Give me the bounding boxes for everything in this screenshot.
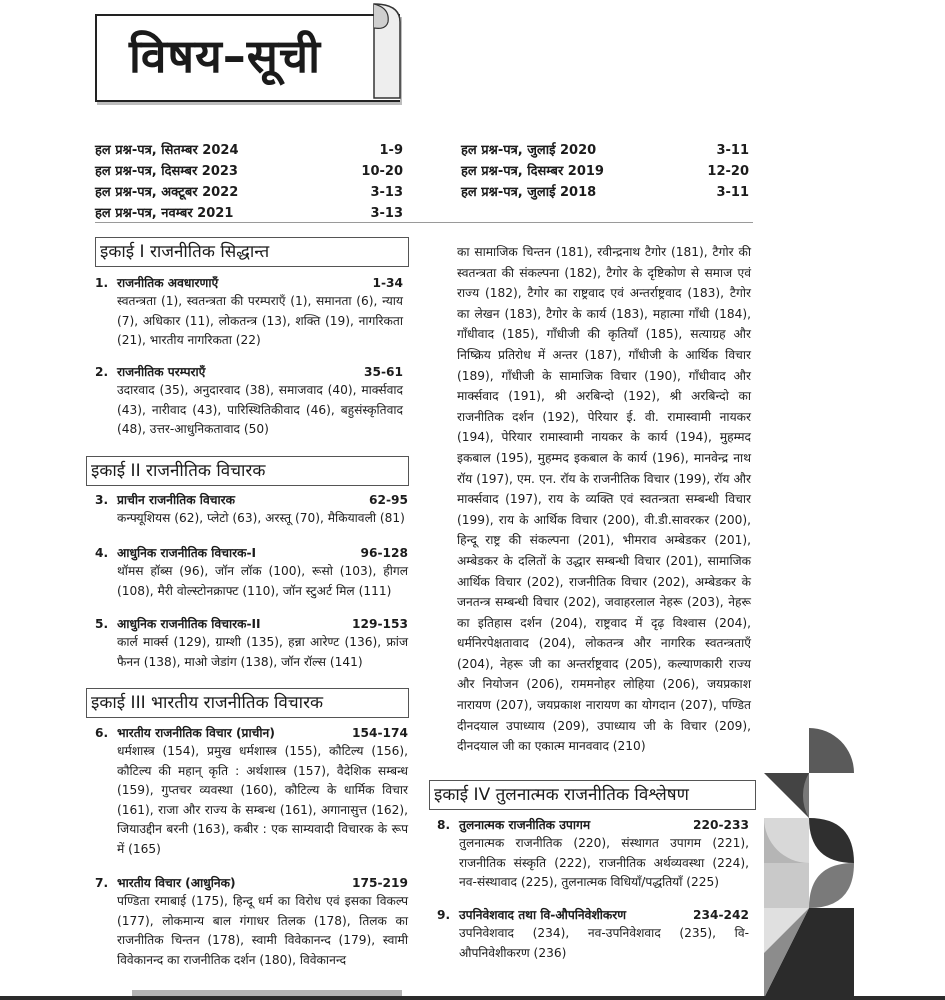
chapter-7-continuation: का सामाजिक चिन्तन (181), रवीन्द्रनाथ टैगोर (181), टैगोर की स्वतन्त्रता की संकल्पना (182), टैगोर के दृष्टिकोण से समाज एवं राज्य (182), टैगोर का राष्ट्रवाद एवं अन्तर्राष्ट्रवाद (183), टैगोर का लेखन (183), टैगोर के कार्य (183), महात्मा गाँधी (184), गाँधीवाद (185), गाँधीजी की कृतियाँ (185), सत्याग्रह और निष्क्रिय प्रतिरोध में अन्तर (187), गाँधीजी के आर्थिक विचार (189), गाँधीजी के सामाजिक विचार (190), गाँधीवाद और मार्क्सवाद (191), श्री अरबिन्दो (192), श्री अरबिन्दो का राजनीतिक दर्शन (192), पेरियार ई. वी. रामास्वामी नायकर (194), पेरियार रामास्वामी नायकर के कार्य (194), मुहम्मद इकबाल (195), मुहम्मद इकबाल के कार्य (196), मानवेन्द्र नाथ रॉय (197), एम. एन. रॉय के राजनीतिक विचार (199), रॉय और मार्क्सवाद (197), राय के व्यक्ति एवं स्वतन्त्रता सम्बन्धी विचार (199), राय के आर्थिक विचार (200), वी.डी.सावरकर (200), हिन्दू राष्ट्र की संकल्पना (201), भीमराव अम्बेडकर (201), अम्बेडकर के दलितों के उद्धार सम्बन्धी विचार (201), सामाजिक आर्थिक विचार (202), राजनीतिक विचार (202), अम्बेडकर के जनतन्त्र सम्बन्धी विचार (202), जवाहरलाल नेहरू (203), नेहरू का इतिहास दर्शन (204), राष्ट्रवाद में दृढ़ विश्वास (204), धर्मनिरपेक्षतावाद (204), लोकतन्त्र और नागरिक स्वतन्त्रताएँ (204), नेहरू जी का अन्तर्राष्ट्रवाद (205), कल्याणकारी राज्य और नियोजन (206), राममनोहर लोहिया (206), जयप्रकाश नारायण (207), जयप्रकाश नारायण का योगदान (207), पण्डित दीनदयाल उपाध्याय (209), उपाध्याय जी के विचार (209), दीनदयाल जी का एकात्म मानववाद (210)	[457, 245, 751, 754]
chapter-title: भारतीय विचार (आधुनिक)	[117, 876, 236, 890]
paper-row[interactable]: हल प्रश्न-पत्र, सितम्बर 2024 1-9	[95, 143, 403, 158]
chapter-topics: उपनिवेशवाद (234), नव-उपनिवेशवाद (235), वि-औपनिवेशीकरण (236)	[459, 926, 749, 960]
decorative-shapes-icon	[764, 728, 854, 998]
chapter-9[interactable]: 9. उपनिवेशवाद तथा वि-औपनिवेशीकरण 234-242 उपनिवेशवाद (234), नव-उपनिवेशवाद (235), वि-औपनिवेशीकरण (236)	[437, 906, 749, 963]
title-banner	[95, 14, 400, 102]
chapter-topics: तुलनात्मक राजनीतिक (220), संस्थागत उपागम (221), राजनीतिक संस्कृति (222), राजनीतिक अर्थव्यवस्था (224), नव-संस्थावाद (225), तुलनात्मक विधियाँ/पद्धतियाँ (225)	[459, 836, 749, 889]
chapter-5[interactable]: 5. आधुनिक राजनीतिक विचारक-II 129-153 कार्ल मार्क्स (129), ग्राम्शी (135), हन्ना आरेण्ट (136), फ्रांज फैनन (138), माओ जेडांग (138), जॉन रॉल्स (141)	[95, 615, 408, 672]
chapter-topics: उदारवाद (35), अनुदारवाद (38), समाजवाद (40), मार्क्सवाद (43), नारीवाद (43), पारिस्थितिकीवाद (46), बहुसंस्कृतिवाद (48), उत्तर-आधुनिकतावाद (50)	[117, 383, 403, 436]
chapter-pages: 35-61	[364, 365, 403, 379]
chapter-pages: 175-219	[352, 876, 408, 890]
chapter-title: आधुनिक राजनीतिक विचारक-II	[117, 617, 261, 631]
chapter-topics: थॉमस हॉब्स (96), जॉन लॉक (100), रूसो (103), हीगल (108), मैरी वोल्स्टोनक्राफ्ट (110), जॉन स्टुअर्ट मिल (111)	[117, 564, 408, 598]
footer-rule	[0, 996, 945, 1000]
paper-row[interactable]: हल प्रश्न-पत्र, जुलाई 2018 3-11	[461, 185, 749, 200]
unit-4-header: इकाई IV तुलनात्मक राजनीतिक विश्लेषण	[429, 780, 756, 810]
chapter-topics: कार्ल मार्क्स (129), ग्राम्शी (135), हन्ना आरेण्ट (136), फ्रांज फैनन (138), माओ जेडांग (138), जॉन रॉल्स (141)	[117, 635, 408, 669]
papers-list-left	[95, 140, 403, 224]
chapter-7[interactable]: 7. भारतीय विचार (आधुनिक) 175-219 पण्डिता रमाबाई (175), हिन्दू धर्म का विरोध एवं इसका विकल्प (177), लोकमान्य बाल गंगाधर तिलक (178), तिलक का राजनीतिक चिन्तन (178), स्वामी विवेकानन्द (179), स्वामी विवेकानन्द का राजनीतिक दर्शन (180), विवेकानन्द	[95, 874, 408, 970]
unit-1-header: इकाई I राजनीतिक सिद्धान्त	[95, 237, 409, 267]
chapter-topics: कन्फ्यूशियस (62), प्लेटो (63), अरस्तू (70), मैकियावली (81)	[117, 511, 405, 525]
paper-row[interactable]: हल प्रश्न-पत्र, नवम्बर 2021 3-13	[95, 206, 403, 221]
papers-list-right	[461, 140, 749, 203]
chapter-8[interactable]: 8. तुलनात्मक राजनीतिक उपागम 220-233 तुलनात्मक राजनीतिक (220), संस्थागत उपागम (221), राजनीतिक संस्कृति (222), राजनीतिक अर्थव्यवस्था (224), नव-संस्थावाद (225), तुलनात्मक विधियाँ/पद्धतियाँ (225)	[437, 816, 749, 893]
chapter-topics: पण्डिता रमाबाई (175), हिन्दू धर्म का विरोध एवं इसका विकल्प (177), लोकमान्य बाल गंगाधर तिलक (178), तिलक का राजनीतिक चिन्तन (178), स्वामी विवेकानन्द (179), स्वामी विवेकानन्द का राजनीतिक दर्शन (180), विवेकानन्द	[117, 894, 408, 967]
chapter-4[interactable]: 4. आधुनिक राजनीतिक विचारक-I 96-128 थॉमस हॉब्स (96), जॉन लॉक (100), रूसो (103), हीगल (108), मैरी वोल्स्टोनक्राफ्ट (110), जॉन स्टुअर्ट मिल (111)	[95, 544, 408, 601]
chapter-topics: स्वतन्त्रता (1), स्वतन्त्रता की परम्पराएँ (1), समानता (6), न्याय (7), अधिकार (11), लोकतन्त्र (13), शक्ति (19), नागरिकता (21), भारतीय नागरिकता (22)	[117, 294, 403, 347]
unit-2-header: इकाई II राजनीतिक विचारक	[86, 456, 409, 486]
page-title: विषय–सूची	[129, 29, 321, 83]
chapter-pages: 129-153	[352, 617, 408, 631]
paper-row[interactable]: हल प्रश्न-पत्र, दिसम्बर 2023 10-20	[95, 164, 403, 179]
chapter-topics: धर्मशास्त्र (154), प्रमुख धर्मशास्त्र (155), कौटिल्य (156), कौटिल्य की महान् कृति : अर्थशास्त्र (157), वैदेशिक सम्बन्ध (159), गुप्तचर व्यवस्था (160), कौटिल्य के धार्मिक विचार (161), राजा और राज्य के सम्बन्ध (161), अगानासुत्त (162), जियाउद्दीन बरनी (163), कबीर : एक साम्यवादी विचारक के रूप में (165)	[117, 744, 408, 856]
chapter-title: उपनिवेशवाद तथा वि-औपनिवेशीकरण	[459, 908, 627, 922]
chapter-pages: 62-95	[369, 493, 408, 507]
chapter-title: राजनीतिक अवधारणाएँ	[117, 276, 219, 290]
chapter-pages: 96-128	[360, 546, 408, 560]
paper-row[interactable]: हल प्रश्न-पत्र, जुलाई 2020 3-11	[461, 143, 749, 158]
chapter-6[interactable]: 6. भारतीय राजनीतिक विचार (प्राचीन) 154-174 धर्मशास्त्र (154), प्रमुख धर्मशास्त्र (155), कौटिल्य (156), कौटिल्य की महान् कृति : अर्थशास्त्र (157), वैदेशिक सम्बन्ध (159), गुप्तचर व्यवस्था (160), कौटिल्य के धार्मिक विचार (161), राजा और राज्य के सम्बन्ध (161), अगानासुत्त (162), जियाउद्दीन बरनी (163), कबीर : एक साम्यवादी विचारक के रूप में (165)	[95, 724, 408, 859]
unit-3-header: इकाई III भारतीय राजनीतिक विचारक	[86, 688, 409, 718]
chapter-pages: 154-174	[352, 726, 408, 740]
chapter-pages: 220-233	[693, 818, 749, 832]
paper-row[interactable]: हल प्रश्न-पत्र, अक्टूबर 2022 3-13	[95, 185, 403, 200]
paper-row[interactable]: हल प्रश्न-पत्र, दिसम्बर 2019 12-20	[461, 164, 749, 179]
chapter-1[interactable]: 1. राजनीतिक अवधारणाएँ 1-34 स्वतन्त्रता (1), स्वतन्त्रता की परम्पराएँ (1), समानता (6), न्याय (7), अधिकार (11), लोकतन्त्र (13), शक्ति (19), नागरिकता (21), भारतीय नागरिकता (22)	[95, 274, 403, 351]
chapter-title: तुलनात्मक राजनीतिक उपागम	[459, 818, 591, 832]
chapter-3[interactable]: 3. प्राचीन राजनीतिक विचारक 62-95 कन्फ्यूशियस (62), प्लेटो (63), अरस्तू (70), मैकियावली (81)	[95, 491, 408, 529]
chapter-title: भारतीय राजनीतिक विचार (प्राचीन)	[117, 726, 275, 740]
chapter-2[interactable]: 2. राजनीतिक परम्पराएँ 35-61 उदारवाद (35), अनुदारवाद (38), समाजवाद (40), मार्क्सवाद (43), नारीवाद (43), पारिस्थितिकीवाद (46), बहुसंस्कृतिवाद (48), उत्तर-आधुनिकतावाद (50)	[95, 363, 403, 440]
divider	[95, 222, 753, 223]
chapter-pages: 1-34	[372, 276, 403, 290]
chapter-title: आधुनिक राजनीतिक विचारक-I	[117, 546, 257, 560]
chapter-title: प्राचीन राजनीतिक विचारक	[117, 493, 235, 507]
page-curl-icon	[370, 2, 404, 102]
chapter-title: राजनीतिक परम्पराएँ	[117, 365, 206, 379]
chapter-pages: 234-242	[693, 908, 749, 922]
